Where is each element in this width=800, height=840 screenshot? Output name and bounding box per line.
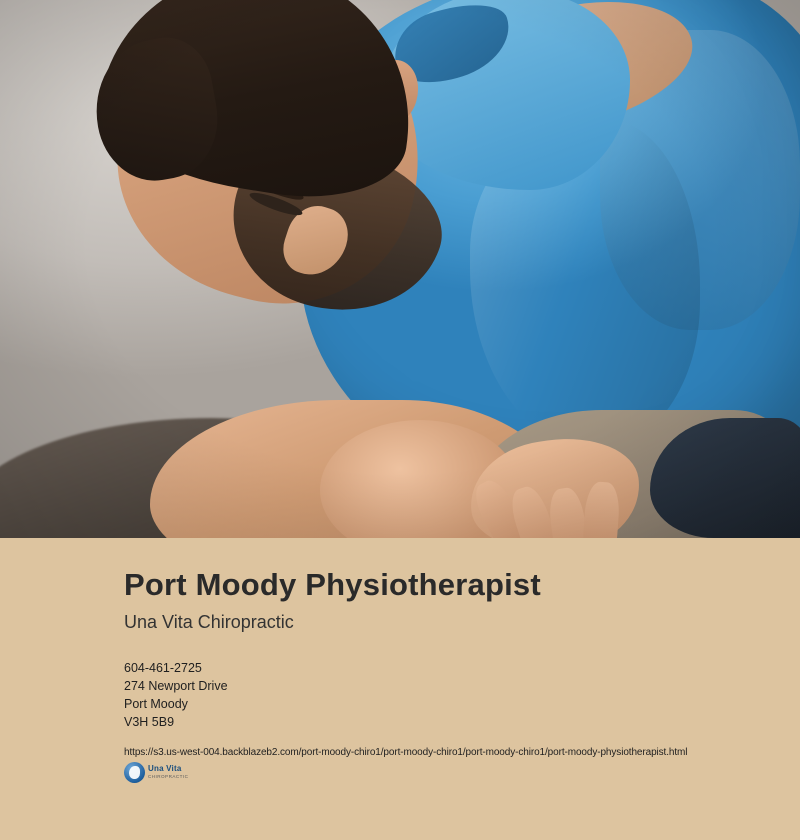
logo-spine-icon — [124, 762, 145, 783]
logo-text — [148, 765, 188, 780]
contact-postal-code: V3H 5B9 — [124, 715, 175, 730]
info-panel — [0, 538, 800, 840]
contact-street: 274 Newport Drive — [124, 679, 228, 694]
contact-phone: 604-461-2725 — [124, 661, 202, 676]
page-title: Port Moody Physiotherapist — [124, 567, 541, 602]
logo-tagline: CHIROPRACTIC — [148, 773, 189, 779]
contact-city: Port Moody — [124, 697, 188, 712]
contact-block — [124, 659, 800, 731]
logo-name: Una Vita — [148, 763, 182, 773]
source-url[interactable]: https://s3.us-west-004.backblazeb2.com/port-moody-chiro1/port-moody-chiro1/port-moody-chiro1/port-moody-physiotherapist.html — [124, 747, 688, 759]
business-name: Una Vita Chiropractic — [124, 612, 294, 633]
logo — [124, 760, 188, 784]
